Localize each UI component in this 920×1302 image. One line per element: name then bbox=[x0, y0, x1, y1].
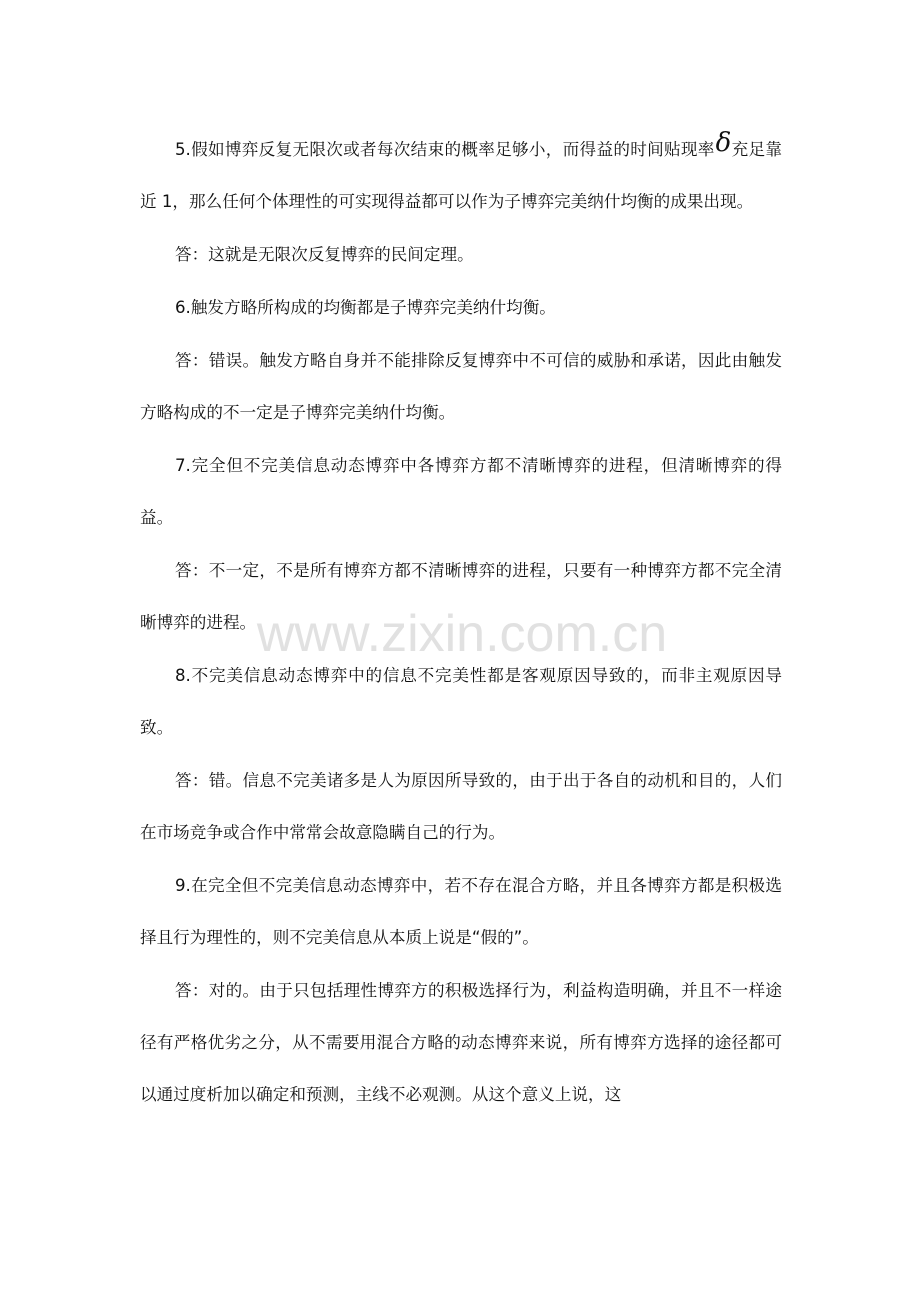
answer-5: 答：这就是无限次反复博弈的民间定理。 bbox=[175, 245, 474, 264]
question-5-text-cont: 充足靠近 1，那么任何个体理性的可实现得益都可以作为子博弈完美纳什均衡的成果出现。 bbox=[140, 140, 782, 211]
answer-9: 答：对的。由于只包括理性博弈方的积极选择行为，利益构造明确，并且不一样途径有严格优劣之分，从不需要用混合方略的动态博弈来说，所有博弈方选择的途径都可以通过度析加以确定和预测，主线不必观测。从这个意义上说，这 bbox=[140, 981, 782, 1104]
question-8: 8.不完美信息动态博弈中的信息不完美性都是客观原因导致的，而非主观原因导致。 bbox=[140, 666, 782, 737]
watermark-text: www.zixin.com.cn bbox=[256, 605, 668, 663]
answer-6: 答：错误。触发方略自身并不能排除反复博弈中不可信的威胁和承诺，因此由触发方略构成的不一定是子博弈完美纳什均衡。 bbox=[140, 351, 782, 422]
question-5-text: 5.假如博弈反复无限次或者每次结束的概率足够小，而得益的时间贴现率 bbox=[175, 140, 715, 159]
delta-symbol: δ bbox=[715, 128, 732, 158]
answer-7: 答：不一定，不是所有博弈方都不清晰博弈的进程，只要有一种博弈方都不完全清晰博弈的进程。 bbox=[140, 561, 782, 632]
document-page bbox=[140, 124, 782, 1122]
answer-8: 答：错。信息不完美诸多是人为原因所导致的，由于出于各自的动机和目的，人们在市场竞争或合作中常常会故意隐瞒自己的行为。 bbox=[140, 771, 782, 842]
question-9: 9.在完全但不完美信息动态博弈中，若不存在混合方略，并且各博弈方都是积极选择且行为理性的，则不完美信息从本质上说是“假的”。 bbox=[140, 876, 782, 947]
question-7: 7.完全但不完美信息动态博弈中各博弈方都不清晰博弈的进程，但清晰博弈的得益。 bbox=[140, 456, 782, 527]
question-6: 6.触发方略所构成的均衡都是子博弈完美纳什均衡。 bbox=[175, 298, 556, 317]
question-5 bbox=[140, 124, 782, 228]
